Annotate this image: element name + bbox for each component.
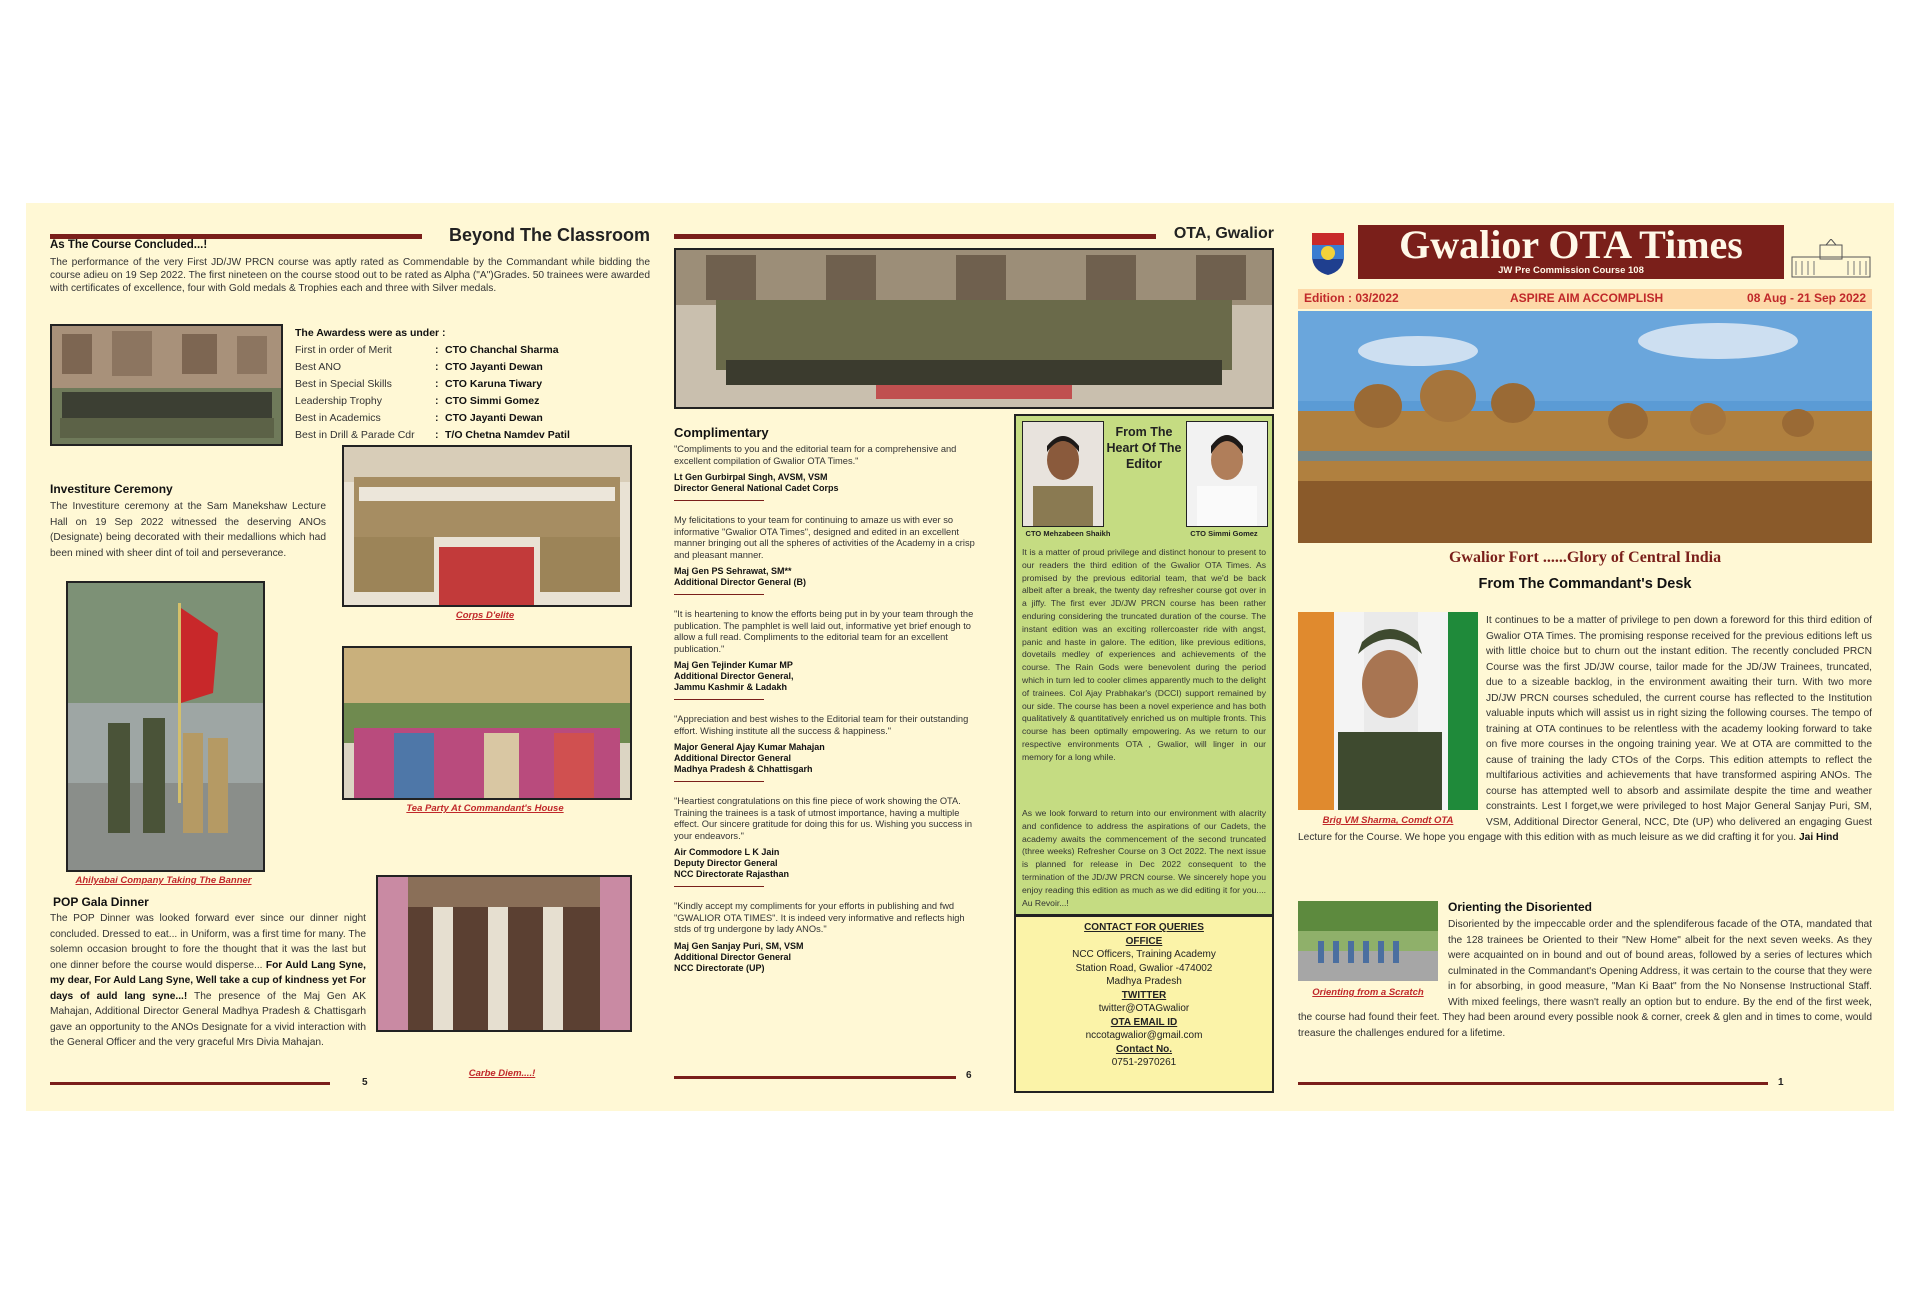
gala-dinner-photo (376, 875, 632, 1032)
orienting-heading: Orienting the Disoriented (1448, 900, 1593, 914)
twitter-label: TWITTER (1121, 989, 1167, 1001)
compliment-message: "Compliments to you and the editorial team for a comprehensive and excellent compilation of Gwalior OTA Times." (674, 444, 957, 466)
orienting-caption: Orienting from a Scratch (1312, 987, 1424, 998)
award-label: First in order of Merit (295, 343, 392, 356)
page-number: 5 (362, 1077, 368, 1088)
compliment-signature: Maj Gen PS Sehrawat, SM** Additional Director General (B) (674, 566, 807, 587)
compliment-item (674, 796, 976, 887)
compliment-message: "Appreciation and best wishes to the Editorial team for their outstanding effort. Wishing institute all the success & happiness." (674, 714, 969, 736)
office-line: Madhya Pradesh (1106, 976, 1182, 987)
editor-photo-left (1022, 421, 1104, 527)
award-value: CTO Jayanti Dewan (445, 360, 543, 373)
divider (674, 699, 764, 700)
editor-photo-right (1186, 421, 1268, 527)
award-value: CTO Chanchal Sharma (445, 343, 559, 356)
compliment-message: "Heartiest congratulations on this fine piece of work showing the OTA. Training the trainees is a task of utmost importance, having a multiple effect. Our sincere gratitude for doing this for us. Wishing you success in your endeavors." (674, 796, 972, 841)
page-number: 1 (1778, 1077, 1784, 1088)
page-5 (50, 203, 650, 1111)
editor-text-1: It is a matter of proud privilege and distinct honour to present to our readers the third edition of the Gwalior OTA Times. As promised by the previous editorial team, that we'd be back albeit after a break, the twenty day refresher course got over in a jiffy. The first ever JD/JW PRCN course has been rather enduring considering the truncated duration of the course. The instant edition was an exciting rollercoaster ride with angst, panic and haste in galore. The edition, like previous editions, dovetails medley of experiences and achievements of the course. The Rain Gods were benevolent during the period which in turn led to cooler climes apparently much to the delight of trainees. Col Ajay Prabhakar's (DCCI) support remained by our side. The course has been a novel experience and has both qualitatively & quantitatively enriched us on multiple fronts. This course has been optimally empowering. As we return to our respective environments OTA , Gwalior, will linger in our memory for a long while. (1022, 547, 1266, 762)
compliment-signature: Major General Ajay Kumar Mahajan Additional Director General Madhya Pradesh & Chhattisgarh (674, 742, 825, 774)
pop-text-2: The presence of the Maj Gen AK Mahajan, Additional Director General Madhya Pradesh & Chattisgarh gave an opportunity to the ANOs Designate for a vivid interaction with the General Officer and the very graceful Mrs Divia Mahajan. (50, 990, 366, 1048)
course-group-photo (674, 248, 1274, 409)
compliments-list (674, 444, 976, 980)
edition-dates: 08 Aug - 21 Sep 2022 (1747, 291, 1866, 305)
awards-list (295, 341, 650, 443)
contact-box (1014, 915, 1274, 1093)
award-row: Leadership Trophy : CTO Simmi Gomez (295, 394, 540, 407)
award-value: CTO Jayanti Dewan (445, 411, 543, 424)
office-label: OFFICE (1125, 935, 1163, 947)
award-value: CTO Simmi Gomez (445, 394, 540, 407)
masthead-subtitle: JW Pre Commission Course 108 (1498, 265, 1644, 276)
orienting-text (1298, 917, 1872, 1041)
pop-text-1: The POP Dinner was looked forward ever since our dinner night concluded. Dressed to eat... in Uniform, was a first time for many. The solemn occasion brought to fore the thought that it was the last but one dinner before the course would disperse... (50, 913, 366, 971)
masthead (1358, 222, 1784, 279)
orienting-body: Disoriented by the impeccable order and the splendiferous facade of the OTA, mandated that the 128 trainees be Oriented to their "New Home" albeit for the next seven weeks. As they were acquainted on in bound and out of bound areas, followed by a series of lectures which culminated in the Commandant's Opening Address, it was certain to the course that they were in for absorbing, in good measure, "Man Ki Baat" from the No Nonsense Instructional Staff. With mixed feelings, there wasn't really an option but to endure. By the end of the first week, the course had found their feet. They had been around every possible nook & corner, creek & glen and in times to come, would treasure the challenges endured for a lifetime. (1298, 919, 1872, 1039)
desk-heading: From The Commandant's Desk (1478, 576, 1692, 592)
award-label: Best in Special Skills (295, 377, 392, 390)
compliment-signature: Maj Gen Sanjay Puri, SM, VSM Additional Director General NCC Directorate (UP) (674, 940, 804, 973)
phone-label: Contact No. (1115, 1043, 1173, 1055)
fort-caption: Gwalior Fort ......Glory of Central India (1448, 549, 1722, 566)
office-line: NCC Officers, Training Academy (1072, 949, 1216, 960)
compliment-item (674, 515, 976, 595)
tea-party-caption: Tea Party At Commandant's House (406, 803, 564, 814)
phone-number[interactable]: 0751-2970261 (1111, 1057, 1177, 1068)
commandant-caption: Brig VM Sharma, Comdt OTA (1322, 815, 1454, 826)
course-concluded-text: The performance of the very First JD/JW PRCN course was aptly rated as Commendable by the Commandant while bidding the course adieu on 19 Sep 2022. The first nineteen on the course stood out to be rated as Alpha ("A")Grades. 50 trainees were awarded with certificates of excellence, four with Gold medals & Trophies each and three with Silver medals. (50, 257, 650, 294)
awards-title: The Awardess were as under : (295, 327, 446, 339)
tea-party-photo (342, 646, 632, 800)
section-title: Beyond The Classroom (448, 225, 650, 245)
graduation-photo (50, 324, 283, 446)
pop-text (50, 911, 366, 1051)
award-label: Best in Academics (295, 411, 381, 424)
ncc-crest-icon (1308, 229, 1348, 277)
email-label: OTA EMAIL ID (1110, 1016, 1178, 1028)
award-label: Leadership Trophy (295, 394, 382, 407)
compliment-item (674, 609, 976, 700)
edition-bar (1298, 289, 1872, 309)
compliment-signature: Lt Gen Gurbirpal Singh, AVSM, VSM Director General National Cadet Corps (674, 472, 839, 493)
award-value: CTO Karuna Tiwary (445, 377, 543, 390)
email-address[interactable]: nccotagwalior@gmail.com (1085, 1030, 1203, 1041)
motto: ASPIRE AIM ACCOMPLISH (1510, 291, 1664, 305)
ahilyabai-caption: Ahilyabai Company Taking The Banner (75, 875, 252, 886)
compliment-item (674, 714, 976, 782)
editor-name-right: CTO Simmi Gomez (1190, 529, 1258, 538)
carbe-caption: Carbe Diem....! (468, 1068, 536, 1079)
investiture-heading: Investiture Ceremony (50, 482, 173, 496)
gwalior-fort-photo (1298, 311, 1872, 543)
footer-rule (1298, 1082, 1768, 1085)
editor-text-2: As we look forward to return into our environment with alacrity and confidence to address the aspirations of our Cadets, the academy awaits the commencement of the second truncated (three weeks) Refresher Course on 3 Oct 2022. The next issue is planned for release in Dec 2022 consequent to the termination of the JD/JW PRCN course. We sincerely hope you enjoy reading this edition as much as we did editing it for you.... Au Revoir...! (1022, 808, 1266, 908)
corps-caption: Corps D'elite (455, 610, 515, 621)
ota-building-icon (1790, 239, 1872, 279)
masthead-title: Gwalior OTA Times (1399, 222, 1743, 267)
award-row: Best in Academics : CTO Jayanti Dewan (295, 411, 543, 424)
award-row: Best in Drill & Parade Cdr : T/O Chetna Namdev Patil (295, 428, 570, 441)
pop-heading: POP Gala Dinner (53, 895, 149, 909)
investiture-text: The Investiture ceremony at the Sam Manekshaw Lecture Hall on 19 Sep 2022 witnessed the deserving ANOs (Designate) being decorated with their medallions which had been mined with sheer dint of toil and perseverance. (50, 501, 326, 559)
sign-off: Jai Hind (1798, 832, 1839, 843)
pop-text-bold: For Auld Lang Syne, my dear, For Auld Lang Syne, Well take a cup of kindness yet For days of auld lang syne...! (50, 959, 366, 1002)
divider (674, 781, 764, 782)
header-rule (674, 234, 1156, 239)
divider (674, 500, 764, 501)
award-row: Best ANO : CTO Jayanti Dewan (295, 360, 543, 373)
award-label: Best ANO (295, 360, 342, 373)
section-header (674, 225, 1274, 249)
newsletter-spread (26, 203, 1894, 1111)
desk-body: It continues to be a matter of privilege to pen down a foreword for this third edition of Gwalior OTA Times. The promising response received for the previous editions left us with little choice but to churn out the instant edition. The recently concluded PRCN Course was the first JD/JW course, tailor made for the JD/JW Trainees, truncated, due to a sizeable backlog, in the environment awaiting their turn. With two more JD/JW PRCN courses scheduled, the current course has reflected to the Institution valuable inputs which will assist us in right sizing the following courses. The tempo of training at OTA continues to be relentless with the academy looking forward to take on five more courses in the ongoing training year. We at OTA are committed to the cause of training the lady CTOs of the Corps. This edition attempts to reflect the multifarious activities and achievements that have transformed aspiring ANOs. The course has attempted well to absorb and assimilate despite the time and weather constraints. Lest I forget,we were privileged to host Major General Sanjay Puri, SM, VSM, Additional Director General, NCC, Dte (UP) who delivered an engaging Guest Lecture for the Course. We hope you engage with this edition with as much leisure as we did crafting it for you. (1298, 615, 1872, 843)
edition-number: Edition : 03/2022 (1304, 291, 1399, 305)
desk-text (1298, 613, 1872, 846)
divider (674, 886, 764, 887)
award-row: First in order of Merit : CTO Chanchal Sharma (295, 343, 559, 356)
compliment-signature: Air Commodore L K Jain Deputy Director General NCC Directorate Rajasthan (674, 847, 790, 879)
award-row: Best in Special Skills : CTO Karuna Tiwary (295, 377, 543, 390)
award-label: Best in Drill & Parade Cdr (295, 428, 415, 441)
compliment-item (674, 444, 976, 501)
divider (674, 594, 764, 595)
complimentary-heading: Complimentary (674, 425, 769, 440)
editor-box (1014, 414, 1274, 916)
compliment-message: My felicitations to your team for continuing to amaze us with ever so informative "Gwalior OTA Times", designed and edited in an excellent manner bringing out all the spheres of activities of the Academy in a crisp and pleasant manner. (674, 515, 975, 560)
editor-name-left: CTO Mehzabeen Shaikh (1025, 529, 1111, 538)
compliment-item (674, 901, 976, 974)
twitter-handle[interactable]: twitter@OTAGwalior (1098, 1003, 1190, 1014)
office-line: Station Road, Gwalior -474002 (1075, 962, 1213, 974)
award-value: T/O Chetna Namdev Patil (445, 428, 570, 441)
compliment-message: "Kindly accept my compliments for your efforts in publishing and fwd "GWALIOR OTA TIMES". It is indeed very informative and reflects high stds of trg undergone by lady ANOs." (674, 901, 965, 934)
flag-ceremony-photo (66, 581, 265, 872)
section-title: OTA, Gwalior (1173, 225, 1274, 242)
page-number: 6 (966, 1070, 972, 1081)
compliment-signature: Maj Gen Tejinder Kumar MP Additional Director General, Jammu Kashmir & Ladakh (674, 660, 794, 692)
editor-title: From The Heart Of The Editor (1106, 425, 1182, 471)
page-6 (674, 203, 1274, 1111)
course-concluded-heading: As The Course Concluded...! (50, 239, 208, 251)
page-1 (1298, 203, 1894, 1111)
footer-rule (50, 1082, 330, 1085)
corps-delite-photo (342, 445, 632, 607)
compliment-message: "It is heartening to know the efforts being put in by your team through the publication. The pamphlet is well laid out, informative yet brief enough to allow a full read. Compliments to the editorial team for an excellent publication." (674, 609, 974, 654)
contact-title: CONTACT FOR QUERIES (1084, 922, 1204, 933)
footer-rule (674, 1076, 956, 1079)
